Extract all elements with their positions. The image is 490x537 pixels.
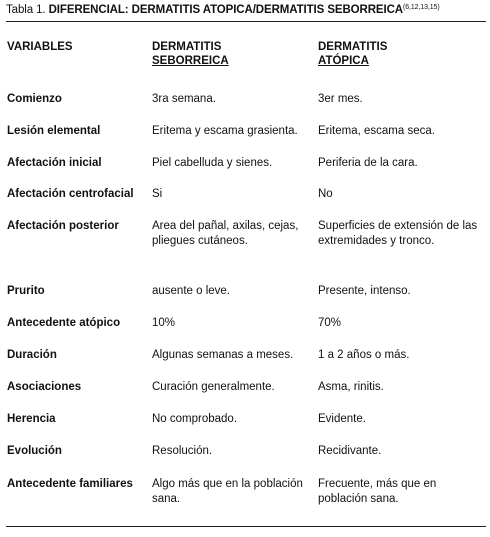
header-seborreica-line2: SEBORREICA bbox=[152, 55, 229, 67]
row-variable: Comienzo bbox=[7, 93, 62, 105]
header-seborreica-line1: DERMATITIS bbox=[152, 41, 222, 53]
caption-title: DIFERENCIAL: DERMATITIS ATOPICA/DERMATITIS SEBORREICA bbox=[48, 4, 403, 16]
row-atopica: Recidivante. bbox=[318, 445, 382, 457]
bottom-rule bbox=[6, 526, 486, 527]
row-seborreica: ausente o leve. bbox=[152, 285, 231, 297]
row-atopica: 70% bbox=[318, 317, 342, 329]
row-variable: Duración bbox=[7, 349, 57, 361]
row-atopica: 3er mes. bbox=[318, 93, 363, 105]
row-variable: Lesión elemental bbox=[7, 125, 101, 137]
row-variable: Asociaciones bbox=[7, 381, 82, 393]
row-variable: Afectación inicial bbox=[7, 157, 102, 169]
row-seborreica: Si bbox=[152, 188, 163, 200]
row-seborreica: Algo más que en la población sana. bbox=[152, 478, 303, 505]
row-atopica: Frecuente, más que en población sana. bbox=[318, 478, 437, 505]
row-seborreica: Algunas semanas a meses. bbox=[152, 349, 294, 361]
row-seborreica: Area del pañal, axilas, cejas, pliegues cutáneos. bbox=[152, 220, 299, 247]
row-atopica: Evidente. bbox=[318, 413, 366, 425]
row-variable: Antecedente familiares bbox=[7, 478, 133, 490]
caption-prefix: Tabla 1. bbox=[6, 4, 46, 16]
row-atopica: 1 a 2 años o más. bbox=[318, 349, 410, 361]
row-seborreica: 10% bbox=[152, 317, 176, 329]
header-variables: VARIABLES bbox=[7, 41, 73, 53]
row-atopica: Eritema, escama seca. bbox=[318, 125, 435, 137]
row-seborreica: Curación generalmente. bbox=[152, 381, 275, 393]
row-atopica: Superficies de extensión de las extremidades y tronco. bbox=[318, 220, 478, 247]
header-seborreica bbox=[152, 40, 229, 68]
row-seborreica: Eritema y escama grasienta. bbox=[152, 125, 298, 137]
row-atopica: Presente, intenso. bbox=[318, 285, 411, 297]
row-atopica: No bbox=[318, 188, 333, 200]
row-variable: Evolución bbox=[7, 445, 62, 457]
row-variable: Afectación posterior bbox=[7, 220, 119, 232]
row-variable: Herencia bbox=[7, 413, 56, 425]
header-atopica bbox=[318, 40, 387, 68]
top-rule bbox=[6, 21, 486, 22]
row-seborreica: No comprobado. bbox=[152, 413, 238, 425]
table-caption bbox=[6, 4, 440, 16]
row-seborreica: 3ra semana. bbox=[152, 93, 216, 105]
row-atopica: Asma, rinitis. bbox=[318, 381, 384, 393]
caption-refs: (6,12,13,15) bbox=[403, 4, 440, 11]
row-variable: Antecedente atópico bbox=[7, 317, 121, 329]
row-variable: Prurito bbox=[7, 285, 45, 297]
row-variable: Afectación centrofacial bbox=[7, 188, 134, 200]
row-seborreica: Resolución. bbox=[152, 445, 213, 457]
header-atopica-line2: ATÓPICA bbox=[318, 55, 369, 67]
header-atopica-line1: DERMATITIS bbox=[318, 41, 388, 53]
row-atopica: Periferia de la cara. bbox=[318, 157, 418, 169]
row-seborreica: Piel cabelluda y sienes. bbox=[152, 157, 273, 169]
